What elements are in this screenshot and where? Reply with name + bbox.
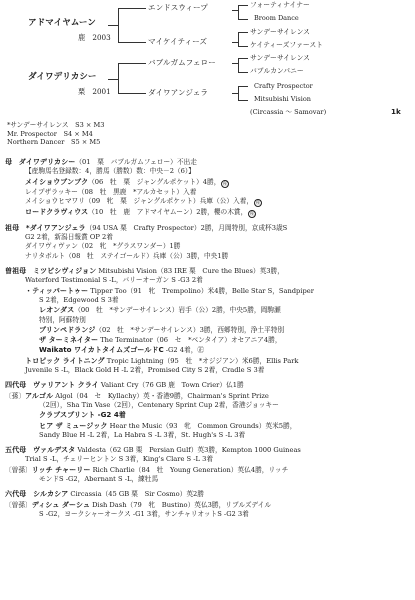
foal-summary: 【産駒馬名登録数：4，勝馬（勝数）数：中央－2（6）】 xyxy=(25,167,195,176)
inbreeding-line: *サンデーサイレンス S3 × M3 xyxy=(7,121,105,129)
horse-info: （00 牡 *サンデーサイレンス）岩手（公）2勝，中央5勝，岡駒瀬 xyxy=(74,306,281,315)
foal-name: ロードクラヴィウス xyxy=(25,206,89,216)
list-item xyxy=(5,475,411,484)
section-horse-name: *ダイワアンジェラ xyxy=(25,222,86,232)
inbreeding-line: Mr. Prospector S4 × M4 xyxy=(7,129,93,138)
stallion-mark-icon: 産 xyxy=(222,180,228,187)
g3-name-2: Broom Dance xyxy=(254,14,299,22)
g3-name-1: フォーティナイナー xyxy=(250,1,310,9)
section-label: 五代母 xyxy=(5,445,27,455)
relation-tag: 〔曽孫〕 xyxy=(5,465,32,474)
horse-name: レオンダス xyxy=(39,305,75,315)
section-label: 四代母 xyxy=(5,380,27,390)
horse-name: Waikato ワイカトタイムズゴールドC xyxy=(39,345,164,355)
section-line: G2 2着，新潟日報賞 OP 2着 xyxy=(25,233,113,242)
list-item xyxy=(5,305,411,315)
list-item xyxy=(5,286,411,296)
list-item xyxy=(5,325,411,335)
horse-name: ・ティッパートゥー xyxy=(25,285,89,295)
section-line: Waterford Testimonial S -L，バリーオーガン S -G3 2着 xyxy=(25,276,203,285)
list-item xyxy=(5,391,411,401)
horse-info: Rich Charlie（84 牡 Young Generation）英仏4勝，リッチ xyxy=(92,465,289,474)
dam-name: ダイワデリカシー xyxy=(28,72,97,82)
horse-name: ヒア ザ ミュージック xyxy=(39,420,108,430)
horse-name: ザ ターミネイター xyxy=(39,335,99,345)
sire-dam-name: マイケイティーズ xyxy=(148,37,207,46)
section-horse-name: シルカシア xyxy=(32,489,69,499)
section-horse-info: （01 栗 バブルガムフェロー）不出走 xyxy=(75,158,197,166)
horse-name: リッチ チャーリー xyxy=(31,464,91,474)
section-horse-info: Mitsubishi Vision（83 IRE 栗 Cure the Blues）英3勝， xyxy=(98,267,284,276)
list-item: ナリタボルト（08 牡 ステイゴールド）兵庫（公）3勝，中央1勝 xyxy=(25,251,229,260)
horse-info: Algol（04 セ Kyllachy）英・香港9勝，Chairman's Sprint Prize xyxy=(55,391,269,400)
great-grandam-section xyxy=(5,266,411,375)
family-body xyxy=(5,157,411,524)
sixth-dam-section xyxy=(5,489,411,519)
list-item xyxy=(5,356,411,366)
horse-info: Hear the Music（93 牝 Common Grounds）英米5勝， xyxy=(109,421,297,430)
section-line: Trial S -L，チェリーヒントン S 3着，King's Clare S -L 3着 xyxy=(25,455,214,464)
horse-info: Sandy Blue H -L 2着，La Habra S -L 3着，St. Hugh's S -L 3着 xyxy=(39,430,246,439)
horse-name: アルゴル xyxy=(25,390,54,400)
horse-info: The Terminator（06 セ *ベンタイア）オセアニア4勝， xyxy=(100,336,282,345)
section-label: 母 xyxy=(5,157,13,166)
relation-id: 1k xyxy=(391,107,401,116)
list-item xyxy=(5,500,411,510)
section-horse-name: ダイワデリカシー xyxy=(18,157,76,166)
list-item xyxy=(5,510,411,519)
horse-name: トロピック ライトニング xyxy=(25,355,105,365)
list-item xyxy=(5,316,411,325)
sire-sire-name: エンドスウィープ xyxy=(148,3,208,12)
horse-name: プリンペドランジ xyxy=(39,324,96,334)
section-horse-name: ミツビシヴィジョン xyxy=(32,266,97,276)
list-item xyxy=(5,197,411,207)
list-item xyxy=(5,431,411,440)
relation-text: (Circassia 〜 Samovar) xyxy=(250,108,327,116)
list-item xyxy=(5,465,411,475)
g3-name-5: サンデーサイレンス xyxy=(250,54,310,62)
g3-name-8: Mitsubishi Vision xyxy=(254,95,311,103)
stallion-mark-icon: 産 xyxy=(249,210,255,217)
list-item xyxy=(5,335,411,345)
section-horse-info: Circassia（45 GB 栗 Sir Cosmo）英2勝 xyxy=(70,490,204,499)
dam-section xyxy=(5,157,411,218)
list-item xyxy=(5,410,411,420)
g3-name-7: Crafty Prospector xyxy=(254,82,313,90)
section-label: 曽祖母 xyxy=(5,266,27,276)
horse-info: -G2 4着，㊣ xyxy=(165,346,205,355)
horse-info: S -G2，ヨークシャーオークス -G1 3着，サンチャリオットS -G2 3着 xyxy=(39,509,249,518)
sire-name: アドマイヤムーン xyxy=(28,18,96,28)
horse-info: Juvenile S -L，Black Gold H -L 2着，Promised City S 2着，Cradle S 3着 xyxy=(25,366,265,375)
list-item xyxy=(5,366,411,375)
list-item xyxy=(5,207,411,218)
horse-info: 特別，阿蘇特別 xyxy=(39,315,86,324)
section-horse-info: （94 USA 栗 Crafty Prospector）2勝，月岡特別，京成杯3歳S xyxy=(85,223,288,232)
section-horse-info: Valiant Cry（76 GB 鹿 Town Crier）仏1勝 xyxy=(100,381,244,390)
pedigree-chart xyxy=(0,0,415,118)
horse-info: クラブスプリント -G2 4着 xyxy=(39,410,126,420)
list-item xyxy=(5,345,411,355)
horse-info: （02 牡 *サンデーサイレンス）3勝，西郷特別，浄土平特別 xyxy=(95,325,285,334)
list-item xyxy=(5,401,411,410)
foal-info: （06 牡 栗 ジャングルポケット）4勝， xyxy=(88,177,221,186)
horse-info: モンドS -G2，Abernant S -L，練牡馬 xyxy=(39,475,159,484)
g3-name-3: サンデーサイレンス xyxy=(250,28,310,36)
list-item: ダイワヴィヴァン（02 牝 *グラスワンダー）1勝 xyxy=(25,242,181,251)
foal-name: メイショウブンブク xyxy=(25,176,89,186)
horse-name: ディシュ ダーシュ xyxy=(31,499,90,509)
horse-info: Dish Dash（79 牝 Bustino）英仏3勝，リブルズデイル xyxy=(92,500,272,509)
g3-name-4: ケイティーズファースト xyxy=(250,41,323,49)
dam-sire-name: バブルガムフェロー xyxy=(148,58,216,67)
sire-info: 鹿 2003 xyxy=(78,33,111,42)
horse-info: S 2着，Edgewood S 3着 xyxy=(39,295,119,304)
list-item xyxy=(5,296,411,305)
list-item xyxy=(5,177,411,188)
section-label: 祖母 xyxy=(5,222,20,232)
horse-info: Tipper Too（91 牝 Trempolino）米4勝，Belle Star S，Sandpiper xyxy=(90,286,314,295)
section-label: 六代母 xyxy=(5,489,27,499)
foal-info: （10 牡 鹿 アドマイヤムーン）2勝，櫻の木賞， xyxy=(88,207,248,216)
section-horse-name: ヴァルデスタ xyxy=(32,445,76,455)
horse-info: （2回），Sha Tin Vase（2回），Centenary Sprint Cup 2着，香港ジョッキー xyxy=(39,400,279,409)
dam-dam-name: ダイワアンジェラ xyxy=(148,88,208,97)
relation-tag: 〔孫〕 xyxy=(5,391,26,400)
grandam-section xyxy=(5,223,411,261)
fourth-dam-section xyxy=(5,380,411,440)
fifth-dam-section xyxy=(5,445,411,484)
section-horse-name: ヴァリアント クライ xyxy=(32,380,99,390)
horse-info: Tropic Lightning（95 牡 *オジジアン）米6勝，Ellis Park xyxy=(106,356,299,365)
foal-info: レイプザラッキー（08 牡 黒鹿 *アルカセット）入着 xyxy=(25,187,197,196)
section-horse-info: Valdesta（62 GB 栗 Persian Gulf）英3勝，Kempton 1000 Guineas xyxy=(77,446,301,455)
g3-name-6: バブルカンパニー xyxy=(250,67,304,75)
list-item xyxy=(5,188,411,197)
relation-tag: 〔曽孫〕 xyxy=(5,500,32,509)
stallion-mark-icon: 産 xyxy=(255,199,261,206)
list-item xyxy=(5,421,411,431)
foal-info: メイショウヒマワリ（09 牝 栗 ジャングルポケット）兵庫（公）入着， xyxy=(25,196,254,205)
inbreeding-line: Northern Dancer S5 × M5 xyxy=(7,138,101,147)
dam-info: 栗 2001 xyxy=(78,87,111,96)
inbreeding-list xyxy=(7,121,104,147)
